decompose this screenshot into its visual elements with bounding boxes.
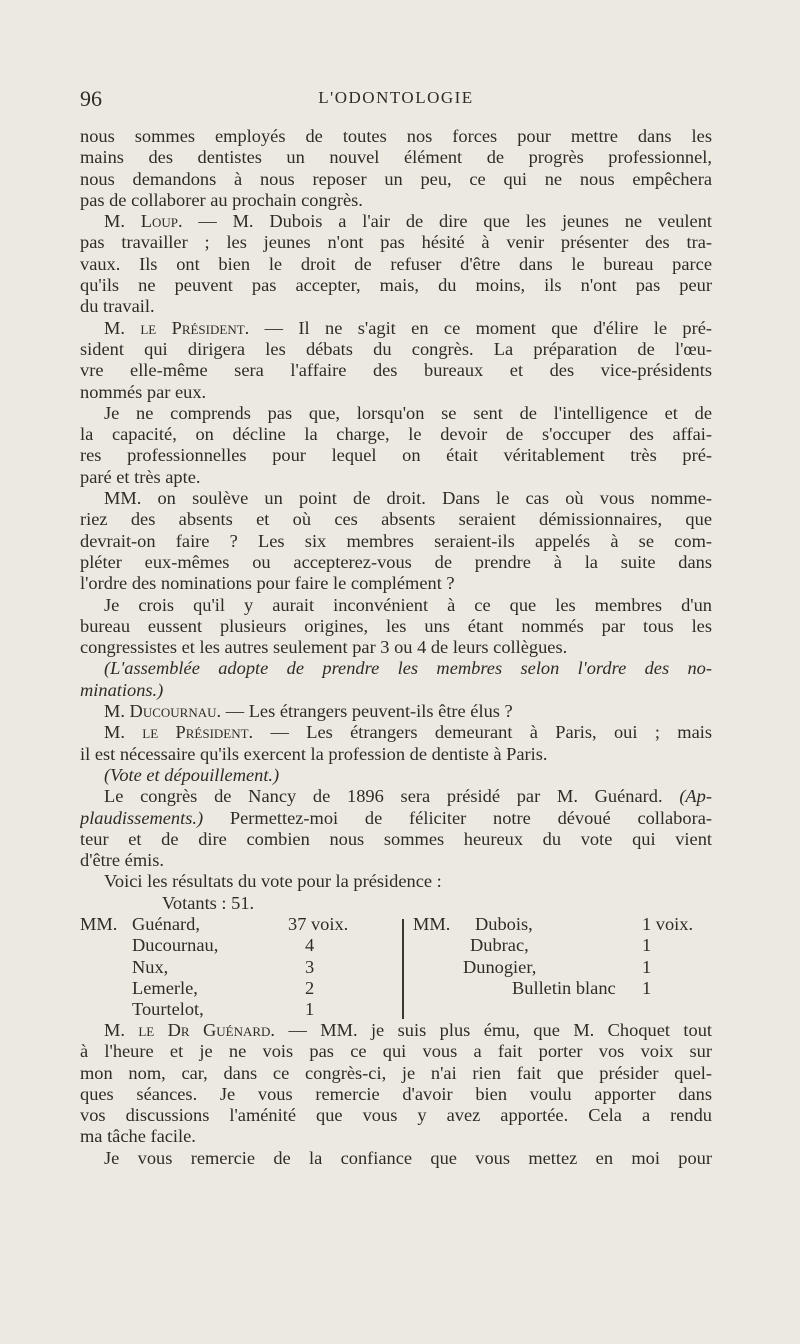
text-line: qu'ils ne peuvent pas accepter, mais, du moins, ils n'ont pas peur [80, 275, 712, 296]
paragraph-ducournau [80, 701, 712, 722]
paragraph-guenard [80, 1020, 712, 1148]
vote-count: 1 [305, 999, 315, 1020]
body-text [80, 126, 712, 1169]
vote-prefix: MM. [413, 913, 451, 934]
text-line: à l'heure et je ne vois pas ce qui vous a fait porter vos voix sur [80, 1041, 712, 1062]
text-span: — M. Dubois a l'air de dire que les jeunes ne veulent [182, 211, 712, 232]
vote-name: Bulletin blanc [512, 977, 616, 998]
votants-line: Votants : 51. [162, 892, 255, 913]
paragraph-president-1 [80, 318, 712, 403]
vote-count: 1 voix. [642, 913, 694, 934]
page-header [80, 86, 712, 112]
paragraph-stage-direction [80, 765, 712, 786]
text-line: teur et de dire combien nous sommes heureux du vote qui vient [80, 828, 712, 849]
italic-text: (Ap- [679, 786, 712, 807]
text-line: congressistes et les autres seulement par 3 ou 4 de leurs collègues. [80, 637, 568, 658]
text-line: nous demandons à nous reposer un peu, ce qui ne nous empêchera [80, 168, 712, 189]
text-line: vaux. Ils ont bien le droit de refuser d'être dans le bureau parce [80, 253, 712, 274]
text-span: Le congrès de Nancy de 1896 sera présidé par M. Guénard. [104, 786, 680, 807]
text-line: Voici les résultats du vote pour la présidence : [104, 871, 442, 892]
text-span: — Il ne s'agit en ce moment que d'élire le pré- [249, 317, 712, 338]
vote-count: 37 voix. [288, 913, 349, 934]
text-line [80, 722, 712, 743]
text-line: pléter eux-mêmes ou accepterez-vous de prendre à la suite dans [80, 551, 712, 572]
text-line [80, 786, 712, 807]
paragraph [80, 488, 712, 594]
text-span: — MM. je suis plus ému, que M. Choquet tout [275, 1019, 712, 1040]
speaker-name: M. Loup. [104, 211, 183, 232]
text-span: — Les étrangers demeurant à Paris, oui ; mais [253, 722, 712, 743]
speaker-name: M. le Président. [104, 722, 254, 743]
text-line: ma tâche facile. [80, 1126, 196, 1147]
vote-name: Tourtelot, [132, 999, 204, 1020]
text-line: il est nécessaire qu'ils exercent la profession de dentiste à Paris. [80, 743, 548, 764]
text-line: riez des absents et où ces absents seraient démissionnaires, que [80, 509, 712, 530]
speaker-name: M. le Dr Guénard. [104, 1019, 276, 1040]
text-line [80, 658, 712, 679]
vote-name: Nux, [132, 956, 169, 977]
text-line [80, 1020, 712, 1041]
text-line: pas de collaborer au prochain congrès. [80, 189, 363, 210]
speaker-name: M. le Président. [104, 317, 250, 338]
vote-count: 2 [305, 977, 315, 998]
vote-name: Dubrac, [470, 935, 529, 956]
italic-text: plaudissements.) [80, 807, 204, 828]
text-line: MM. on soulève un point de droit. Dans le cas où vous nomme- [104, 488, 712, 509]
running-title: L'ODONTOLOGIE [318, 88, 474, 107]
text-line [80, 211, 712, 232]
text-line: du travail. [80, 296, 155, 317]
paragraph [80, 595, 712, 659]
text-line [80, 701, 712, 722]
column-divider [402, 919, 404, 1019]
vote-name: Guénard, [132, 913, 200, 934]
text-line: Je crois qu'il y aurait inconvénient à ce que les membres d'un [104, 594, 712, 615]
text-line: paré et très apte. [80, 466, 201, 487]
paragraph-loup [80, 211, 712, 317]
paragraph [80, 126, 712, 211]
vote-count: 4 [305, 935, 315, 956]
text-line: pas travailler ; les jeunes n'ont pas hésité à venir présenter des tra- [80, 232, 712, 253]
text-line: l'ordre des nominations pour faire le complément ? [80, 573, 455, 594]
vote-name: Dubois, [475, 913, 533, 934]
paragraph-president-2 [80, 722, 712, 765]
vote-name: Lemerle, [132, 977, 198, 998]
text-line [80, 680, 712, 701]
italic-text: minations.) [80, 679, 164, 700]
text-line: vre elle-même sera l'affaire des bureaux et des vice-présidents [80, 360, 712, 381]
italic-text: (L'assemblée adopte de prendre les membres selon l'ordre des no- [104, 658, 712, 679]
text-line: ques séances. Je vous remercie d'avoir bien voulu apporter dans [80, 1083, 712, 1104]
vote-count: 1 [642, 977, 652, 998]
text-line [80, 765, 712, 786]
text-line: sident qui dirigera les débats du congrès. La préparation de l'œu- [80, 338, 712, 359]
vote-name: Dunogier, [463, 956, 537, 977]
vote-results [80, 914, 712, 1020]
italic-text: (Vote et dépouillement.) [104, 764, 280, 785]
vote-count: 1 [642, 956, 652, 977]
text-line: mains des dentistes un nouvel élément de progrès professionnel, [80, 147, 712, 168]
text-line [80, 808, 712, 829]
text-line: d'être émis. [80, 850, 164, 871]
text-line: vos discussions l'aménité que vous y avez apportée. Cela a rendu [80, 1105, 712, 1126]
text-line: bureau eussent plusieurs origines, les uns étant nommés par tous les [80, 615, 712, 636]
speaker-name: M. Ducournau. [104, 701, 222, 722]
vote-name: Ducournau, [132, 935, 219, 956]
page-number: 96 [80, 86, 102, 111]
text-line [80, 318, 712, 339]
text-line: nommés par eux. [80, 381, 207, 402]
vote-count: 1 [642, 935, 652, 956]
text-line: res professionnelles pour lequel on était véritablement très pré- [80, 445, 712, 466]
text-line: Je ne comprends pas que, lorsqu'on se sent de l'intelligence et de [104, 402, 712, 423]
vote-prefix: MM. [80, 913, 118, 934]
text-line: Je vous remercie de la confiance que vous mettez en moi pour [104, 1147, 712, 1168]
vote-count: 3 [305, 956, 315, 977]
text-line: nous sommes employés de toutes nos forces pour mettre dans les [80, 126, 712, 146]
text-line: devrait-on faire ? Les six membres seraient-ils appelés à se com- [80, 530, 712, 551]
text-line: mon nom, car, dans ce congrès-ci, je n'ai rien fait que présider quel- [80, 1062, 712, 1083]
paragraph-stage-direction [80, 658, 712, 701]
paragraph [80, 403, 712, 488]
text-line: la capacité, on décline la charge, le devoir de s'occuper des affai- [80, 424, 712, 445]
text-span: Permettez-moi de féliciter notre dévoué collabora- [203, 807, 712, 828]
paragraph [80, 786, 712, 871]
text-span: — Les étrangers peuvent-ils être élus ? [221, 701, 513, 722]
